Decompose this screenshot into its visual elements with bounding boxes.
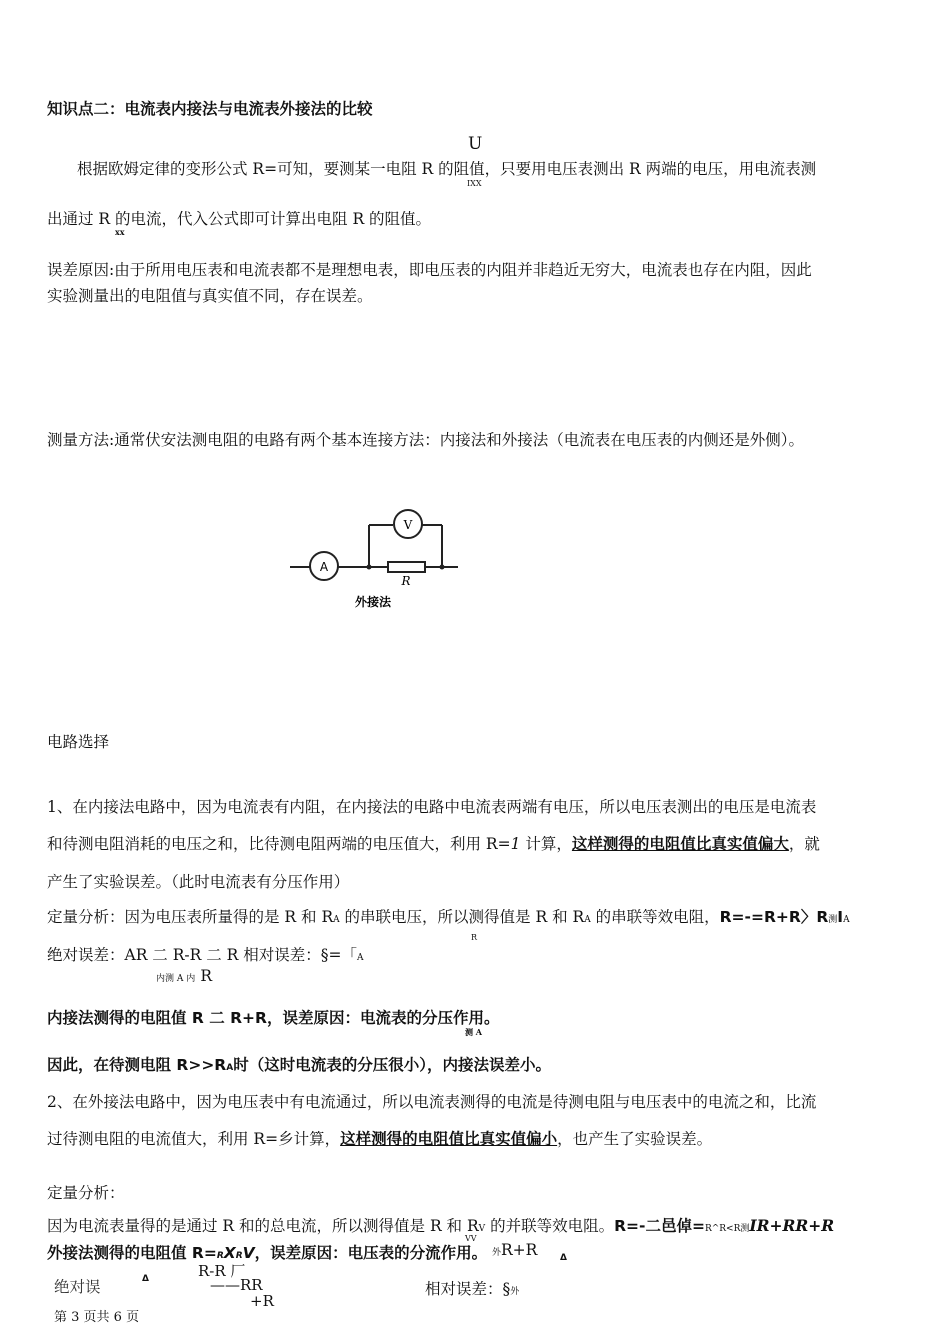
conclusion1: 内接法测得的电阻值 R 二 R+R，误差原因：电流表的分压作用。 [47, 1009, 500, 1027]
bottom-r-minus-r: R-R 厂 [198, 1262, 246, 1280]
error-cause-line1: 误差原因:由于所用电压表和电流表都不是理想电表，即电压表的内阻并非趋近无穷大，电流表也存在内阻，因此 [47, 261, 812, 279]
item2-line2: 过待测电阻的电流值大，利用 R=乡计算，这样测得的电阻值比真实值偏小，也产生了实验误差。 [47, 1130, 713, 1148]
quant1-sub-r: R [471, 933, 478, 942]
resistor-label: R [401, 574, 411, 588]
ohm-law-paragraph-line2: 出通过 R 的电流，代入公式即可计算出电阻 R 的阻值。 [47, 210, 432, 228]
absolute-error-line: 绝对误差：AR 二 R-R 二 R 相对误差：§=「A [47, 946, 364, 964]
quant1-formula: R=-=R+R〉R [719, 908, 829, 926]
ohm-law-paragraph-line1: 根据欧姆定律的变形公式 R=可知，要测某一电阻 R 的阻值，只要用电压表测出 R 两端的电压，用电流表测 [77, 160, 817, 178]
subscript-xx: xx [115, 227, 125, 237]
absolute-error-subscripts: 内测 A 内 R [156, 967, 212, 985]
bottom-fraction-denominator: +R [250, 1292, 274, 1310]
item1-conclusion-underlined: 这样测得的电阻值比真实值偏大 [571, 835, 789, 853]
conclusion2-r-plus-r: 外R+R [492, 1241, 538, 1259]
item1-line1: 1、在内接法电路中，因为电流表有内阻，在内接法的电路中电流表两端有电压，所以电压表测出的电压是电流表 [47, 798, 817, 816]
quant1-line: 定量分析：因为电压表所量得的是 R 和 RA 的串联电压，所以测得值是 R 和 RA 的串联等效电阻，R=-=R+R〉R测IA [47, 908, 850, 926]
section-title: 知识点二：电流表内接法与电流表外接法的比较 [47, 100, 373, 118]
quant2-line: 因为电流表量得的是通过 R 和的总电流，所以测得值是 R 和 RV 的并联等效电阻。R=-二邑倬=R^R<R测IR+RR+R [47, 1216, 835, 1235]
conclusion2-vv: VV [465, 1234, 477, 1243]
bottom-relative-error: 相对误差：§外 [425, 1280, 520, 1298]
bottom-fraction-numerator: ——RR [210, 1276, 263, 1294]
conclusion2: 外接法测得的电阻值 R=RXRV，误差原因：电压表的分流作用。 [47, 1244, 488, 1262]
delta-symbol: Δ [560, 1253, 567, 1263]
item1-line2: 和待测电阻消耗的电压之和，比待测电阻两端的电压值大，利用 R=1 计算，这样测得的电阻值比真实值偏大，就 [47, 835, 820, 853]
quant2-title: 定量分析： [47, 1184, 125, 1202]
formula-numerator-u: U [468, 134, 483, 154]
conclusion1-subscript: 测 A [465, 1027, 482, 1037]
subscript-ix: IXX [467, 179, 482, 188]
item2-line1: 2、在外接法电路中，因为电压表中有电流通过，所以电流表测得的电流是待测电阻与电压表中的电流之和，比流 [47, 1093, 817, 1111]
item2-conclusion-underlined: 这样测得的电阻值比真实值偏小 [340, 1130, 558, 1148]
bottom-absolute-error: 绝对误 [54, 1278, 101, 1296]
therefore-line: 因此，在待测电阻 R>>RA时（这时电流表的分压很小），内接法误差小。 [47, 1056, 551, 1074]
page-footer: 第 3 页共 6 页 [54, 1310, 140, 1325]
bottom-delta: Δ [142, 1274, 149, 1284]
quant2-formula: R=-二邑倬= [614, 1217, 705, 1235]
external-connection-circuit-diagram [285, 500, 465, 615]
error-cause-line2: 实验测量出的电阻值与真实值不同，存在误差。 [47, 287, 373, 305]
measurement-method: 测量方法:通常伏安法测电阻的电路有两个基本连接方法：内接法和外接法（电流表在电压表的内侧还是外侧）。 [47, 431, 804, 449]
item1-line3: 产生了实验误差。（此时电流表有分压作用） [47, 873, 350, 891]
circuit-selection-heading: 电路选择 [47, 733, 110, 751]
voltmeter-label: V [403, 518, 413, 532]
diagram-caption: 外接法 [354, 595, 392, 609]
ammeter-label: A [319, 560, 329, 574]
